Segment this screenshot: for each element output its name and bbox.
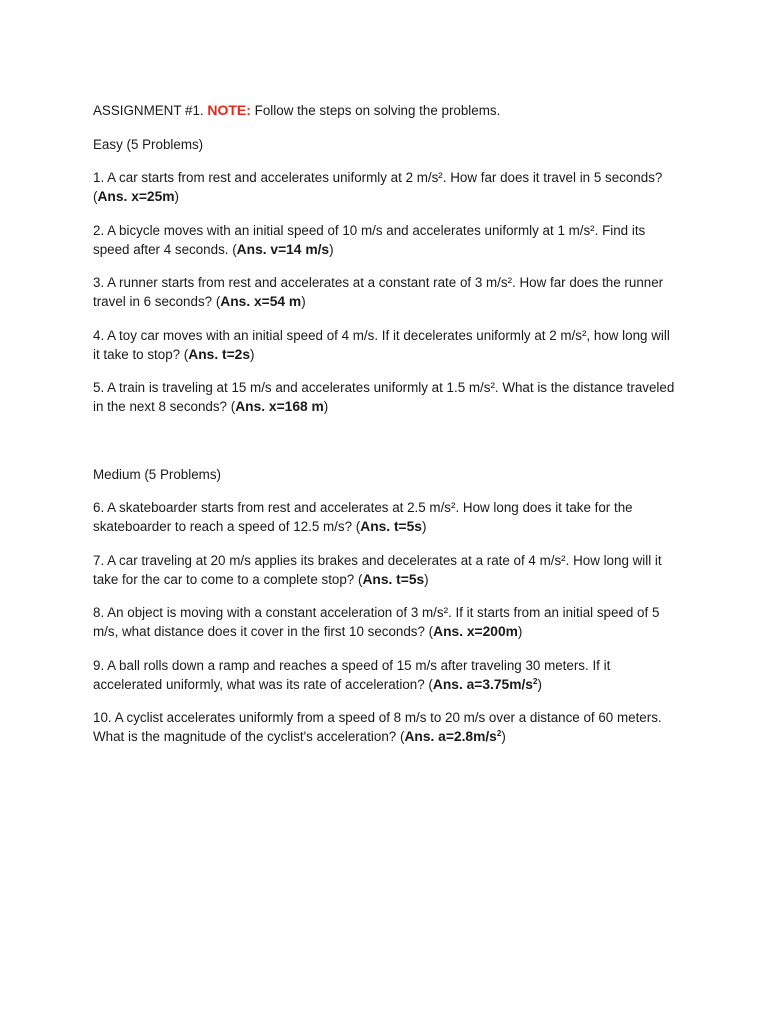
section-title: Medium (5 Problems) bbox=[93, 466, 221, 482]
problem-close: ) bbox=[421, 519, 427, 534]
problem-text: 10. A cyclist accelerates uniformly from a speed of 8 m/s to 20 m/s over a distance of 60 meters. What is the magnitude of the cyclist's acceleration? ( bbox=[93, 710, 662, 744]
problem-item bbox=[93, 708, 678, 746]
problem-text: 9. A ball rolls down a ramp and reaches a speed of 15 m/s after traveling 30 meters. If it accelerated uniformly, what was its rate of acceleration? ( bbox=[93, 657, 611, 692]
answer-superscript: 2 bbox=[496, 729, 502, 738]
answer-base: Ans. a=2.8m/s bbox=[404, 729, 497, 744]
note-text: Follow the steps on solving the problems. bbox=[254, 103, 501, 118]
problem-text: 4. A toy car moves with an initial speed of 4 m/s. If it decelerates uniformly at 2 m/s², how long will it take to stop? ( bbox=[93, 327, 670, 362]
section-title: Easy (5 Problems) bbox=[93, 136, 204, 152]
assignment-header bbox=[93, 101, 678, 120]
assignment-title: ASSIGNMENT #1. bbox=[93, 103, 204, 118]
section-easy bbox=[93, 135, 678, 417]
problem-text: 7. A car traveling at 20 m/s applies its brakes and decelerates at a rate of 4 m/s². How long will it take for the car to come to a complete stop? ( bbox=[93, 552, 662, 587]
problem-text: 6. A skateboarder starts from rest and accelerates at 2.5 m/s². How long does it take for the skateboarder to reach a speed of 12.5 m/s? ( bbox=[93, 500, 633, 534]
problem-answer: Ans. x=54 m bbox=[220, 294, 302, 309]
problem-close: ) bbox=[517, 624, 523, 639]
problem-item bbox=[93, 498, 678, 536]
problem-close: ) bbox=[329, 241, 334, 257]
problem-answer bbox=[404, 729, 501, 744]
problem-answer: Ans. t=5s bbox=[362, 571, 425, 587]
problem-item bbox=[93, 168, 678, 206]
problem-item bbox=[93, 603, 678, 641]
problem-item bbox=[93, 273, 678, 311]
problem-close: ) bbox=[250, 346, 255, 362]
problem-answer: Ans. x=168 m bbox=[235, 399, 324, 414]
problem-close: ) bbox=[537, 676, 542, 692]
problem-text: 2. A bicycle moves with an initial speed of 10 m/s and accelerates uniformly at 1 m/s². Find its speed after 4 seconds. ( bbox=[93, 222, 646, 257]
section-medium bbox=[93, 465, 678, 747]
document-page bbox=[93, 101, 678, 761]
problem-text: 5. A train is traveling at 15 m/s and accelerates uniformly at 1.5 m/s². What is the distance traveled in the next 8 seconds? ( bbox=[93, 380, 675, 414]
problem-item bbox=[93, 551, 678, 589]
problem-answer: Ans. t=5s bbox=[360, 519, 422, 534]
problem-answer bbox=[433, 677, 538, 692]
problem-answer: Ans. v=14 m/s bbox=[236, 241, 330, 257]
problem-answer: Ans. x=200m bbox=[433, 624, 518, 639]
problem-answer: Ans. x=25m bbox=[97, 189, 175, 204]
note-label: NOTE: bbox=[207, 102, 251, 118]
problem-close: ) bbox=[501, 729, 506, 744]
problem-item bbox=[93, 326, 678, 364]
problem-close: ) bbox=[174, 189, 180, 204]
problem-item bbox=[93, 378, 678, 416]
problem-close: ) bbox=[301, 294, 306, 309]
section-spacer bbox=[93, 431, 678, 465]
problem-text: 1. A car starts from rest and accelerates uniformly at 2 m/s². How far does it travel in 5 seconds? ( bbox=[93, 170, 663, 204]
problem-text: 8. An object is moving with a constant acceleration of 3 m/s². If it starts from an initial speed of 5 m/s, what distance does it cover in the first 10 seconds? ( bbox=[93, 605, 660, 639]
problem-item bbox=[93, 221, 678, 259]
problem-answer: Ans. t=2s bbox=[188, 346, 251, 362]
answer-superscript: 2 bbox=[532, 676, 538, 686]
problem-item bbox=[93, 656, 678, 694]
problem-text: 3. A runner starts from rest and accelerates at a constant rate of 3 m/s². How far does the runner travel in 6 seconds? ( bbox=[93, 275, 664, 309]
problem-close: ) bbox=[323, 399, 329, 414]
answer-base: Ans. a=3.75m/s bbox=[432, 676, 533, 692]
problem-close: ) bbox=[424, 571, 429, 587]
